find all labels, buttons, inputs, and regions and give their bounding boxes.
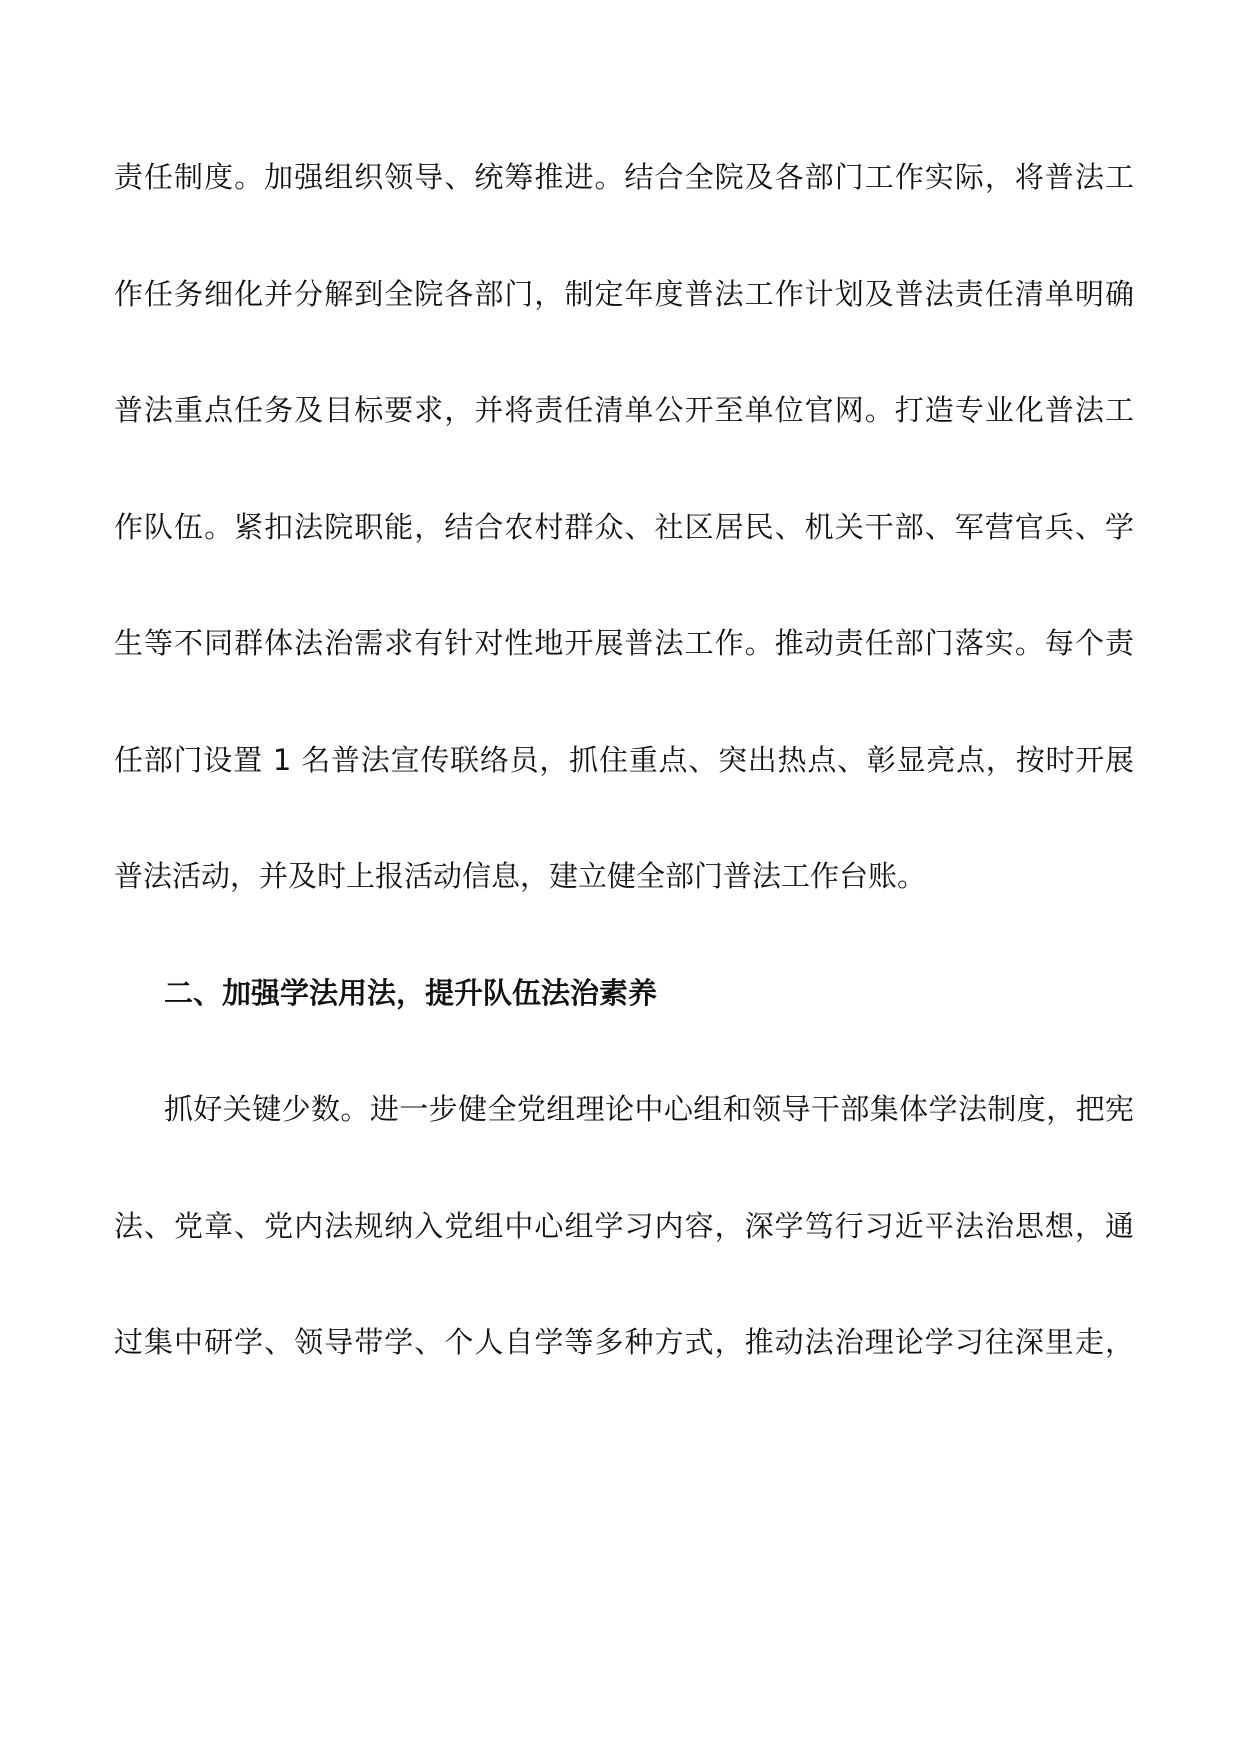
- body-text-line: 抓好关键少数。进一步健全党组理论中心组和领导干部集体学法制度，把宪: [164, 1092, 1134, 1126]
- body-text-line: 任部门设置 1 名普法宣传联络员，抓住重点、突出热点、彰显亮点，按时开展: [114, 743, 1134, 777]
- body-text-line: 普法活动，并及时上报活动信息，建立健全部门普法工作台账。: [114, 859, 927, 893]
- body-text-line: 生等不同群体法治需求有针对性地开展普法工作。推动责任部门落实。每个责: [114, 626, 1134, 660]
- section-heading: 二、加强学法用法，提升队伍法治素养: [164, 976, 658, 1010]
- body-text-line: 普法重点任务及目标要求，并将责任清单公开至单位官网。打造专业化普法工: [114, 393, 1134, 427]
- body-text-line: 法、党章、党内法规纳入党组中心组学习内容，深学笃行习近平法治思想，通: [114, 1209, 1134, 1243]
- body-text-line: 过集中研学、领导带学、个人自学等多种方式，推动法治理论学习往深里走，: [114, 1325, 1134, 1359]
- body-text-line: 作任务细化并分解到全院各部门，制定年度普法工作计划及普法责任清单明确: [114, 277, 1134, 311]
- body-text-line: 责任制度。加强组织领导、统筹推进。结合全院及各部门工作实际，将普法工: [114, 160, 1134, 194]
- body-text-line: 作队伍。紧扣法院职能，结合农村群众、社区居民、机关干部、军营官兵、学: [114, 510, 1134, 544]
